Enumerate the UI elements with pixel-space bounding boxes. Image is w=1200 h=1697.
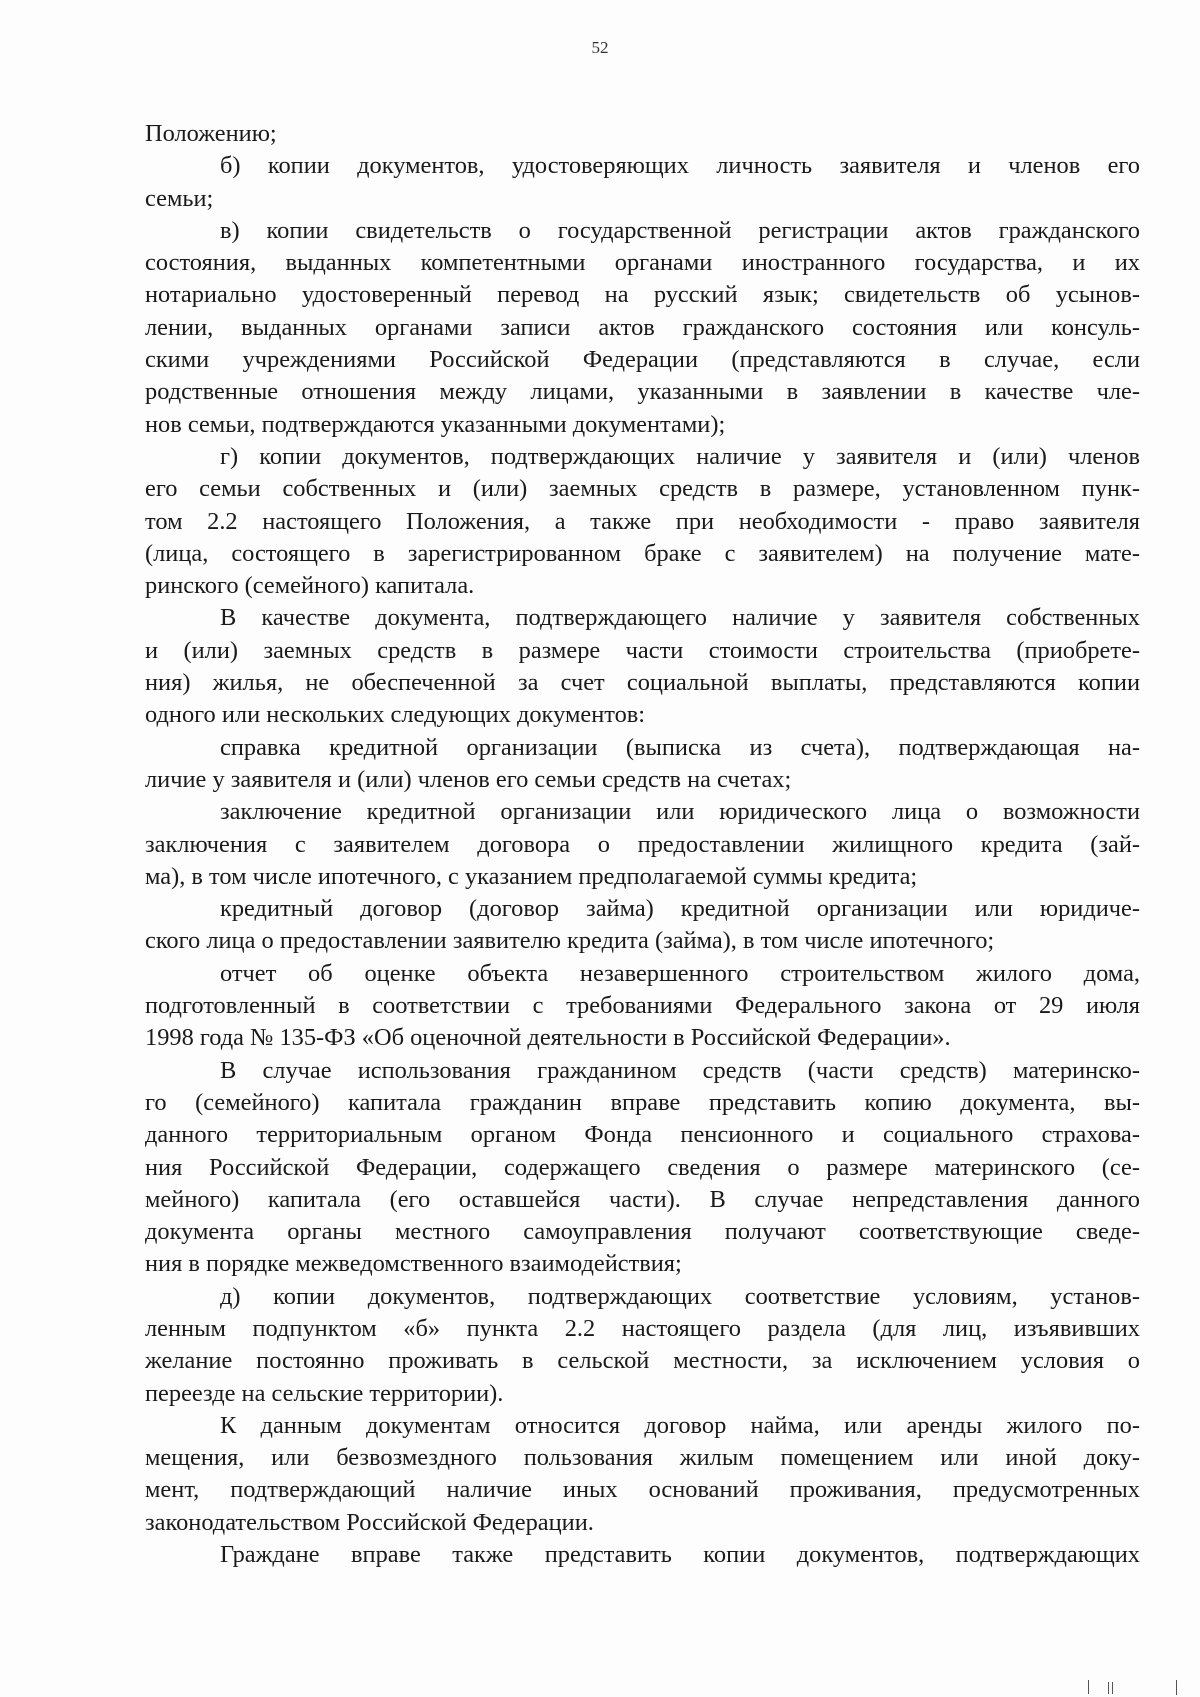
- paragraph-line: б) копии документов, удостоверяющих личность заявителя и членов его: [220, 152, 1140, 180]
- paragraph-line: ма), в том числе ипотечного, с указанием предполагаемой суммы кредита;: [145, 862, 918, 890]
- paragraph-line: состояния, выданных компетентными органами иностранного государства, и их: [145, 249, 1140, 277]
- paragraph-line: переезде на сельские территории).: [145, 1379, 504, 1407]
- paragraph-line: мейного) капитала (его оставшейся части). В случае непредставления данного: [145, 1185, 1140, 1213]
- paragraph-line: ния Российской Федерации, содержащего сведения о размере материнского (се-: [145, 1153, 1140, 1181]
- paragraph-line: справка кредитной организации (выписка из счета), подтверждающая на-: [220, 733, 1140, 761]
- paragraph-line: В качестве документа, подтверждающего наличие у заявителя собственных: [220, 604, 1140, 632]
- paragraph-line: в) копии свидетельств о государственной регистрации актов гражданского: [220, 216, 1140, 244]
- paragraph-line: отчет об оценке объекта незавершенного строительством жилого дома,: [220, 959, 1140, 987]
- paragraph-line: ского лица о предоставлении заявителю кредита (займа), в том числе ипотечного;: [145, 927, 995, 955]
- paragraph-line: ния) жилья, не обеспеченной за счет социальной выплаты, представляются копии: [145, 669, 1140, 697]
- paragraph-line: К данным документам относится договор найма, или аренды жилого по-: [220, 1411, 1140, 1439]
- paragraph-line: заключение кредитной организации или юридического лица о возможности: [220, 798, 1140, 826]
- paragraph-line: го (семейного) капитала гражданин вправе представить копию документа, вы-: [145, 1088, 1140, 1116]
- paragraph-line: Граждане вправе также представить копии документов, подтверждающих: [220, 1541, 1140, 1569]
- document-body: [145, 118, 1140, 1571]
- paragraph-line: и (или) заемных средств в размере части стоимости строительства (приобрете-: [145, 636, 1140, 664]
- scan-artifact-mark: [1108, 1682, 1109, 1694]
- paragraph-line: кредитный договор (договор займа) кредитной организации или юридиче-: [220, 895, 1140, 923]
- paragraph-line: том 2.2 настоящего Положения, а также при необходимости - право заявителя: [145, 507, 1140, 535]
- paragraph-line: ринского (семейного) капитала.: [145, 572, 475, 600]
- paragraph-line: одного или нескольких следующих документов:: [145, 701, 646, 729]
- paragraph-line: 1998 года № 135-ФЗ «Об оценочной деятельности в Российской Федерации».: [145, 1024, 951, 1052]
- paragraph-line: скими учреждениями Российской Федерации (представляются в случае, если: [145, 346, 1140, 374]
- paragraph-line: Положению;: [145, 120, 277, 147]
- paragraph-line: мент, подтверждающий наличие иных оснований проживания, предусмотренных: [145, 1476, 1140, 1504]
- paragraph-line: его семьи собственных и (или) заемных средств в размере, установленном пунк-: [145, 475, 1140, 503]
- paragraph-line: желание постоянно проживать в сельской местности, за исключением условия о: [145, 1347, 1140, 1375]
- paragraph-line: семьи;: [145, 184, 214, 212]
- paragraph-line: В случае использования гражданином средств (части средств) материнско-: [220, 1056, 1140, 1084]
- page-number: 52: [591, 38, 609, 57]
- paragraph-line: мещения, или безвозмездного пользования жилым помещением или иной доку-: [145, 1444, 1140, 1472]
- paragraph-line: законодательством Российской Федерации.: [145, 1508, 594, 1536]
- scan-artifact-mark: [1088, 1680, 1089, 1694]
- paragraph-line: подготовленный в соответствии с требованиями Федерального закона от 29 июля: [145, 992, 1140, 1020]
- paragraph-line: родственные отношения между лицами, указанными в заявлении в качестве чле-: [145, 378, 1140, 406]
- paragraph-line: ленным подпунктом «б» пункта 2.2 настоящего раздела (для лиц, изъявивших: [145, 1314, 1140, 1342]
- paragraph-line: нов семьи, подтверждаются указанными документами);: [145, 410, 726, 438]
- paragraph-line: личие у заявителя и (или) членов его семьи средств на счетах;: [145, 765, 792, 793]
- paragraph-line: (лица, состоящего в зарегистрированном браке с заявителем) на получение мате-: [145, 539, 1140, 567]
- paragraph-line: данного территориальным органом Фонда пенсионного и социального страхова-: [145, 1121, 1140, 1149]
- scan-artifact-mark: [1176, 1680, 1177, 1695]
- paragraph-line: ния в порядке межведомственного взаимодействия;: [145, 1250, 682, 1278]
- paragraph-line: д) копии документов, подтверждающих соответствие условиям, установ-: [220, 1282, 1140, 1310]
- paragraph-line: г) копии документов, подтверждающих наличие у заявителя и (или) членов: [220, 442, 1140, 470]
- paragraph-line: нотариально удостоверенный перевод на русский язык; свидетельств об усынов-: [145, 281, 1140, 309]
- paragraph-line: лении, выданных органами записи актов гражданского состояния или консуль-: [145, 313, 1140, 341]
- paragraph-line: документа органы местного самоуправления получают соответствующие сведе-: [145, 1218, 1140, 1246]
- scan-artifact-mark: [1112, 1682, 1113, 1694]
- paragraph-line: заключения с заявителем договора о предоставлении жилищного кредита (зай-: [145, 830, 1140, 858]
